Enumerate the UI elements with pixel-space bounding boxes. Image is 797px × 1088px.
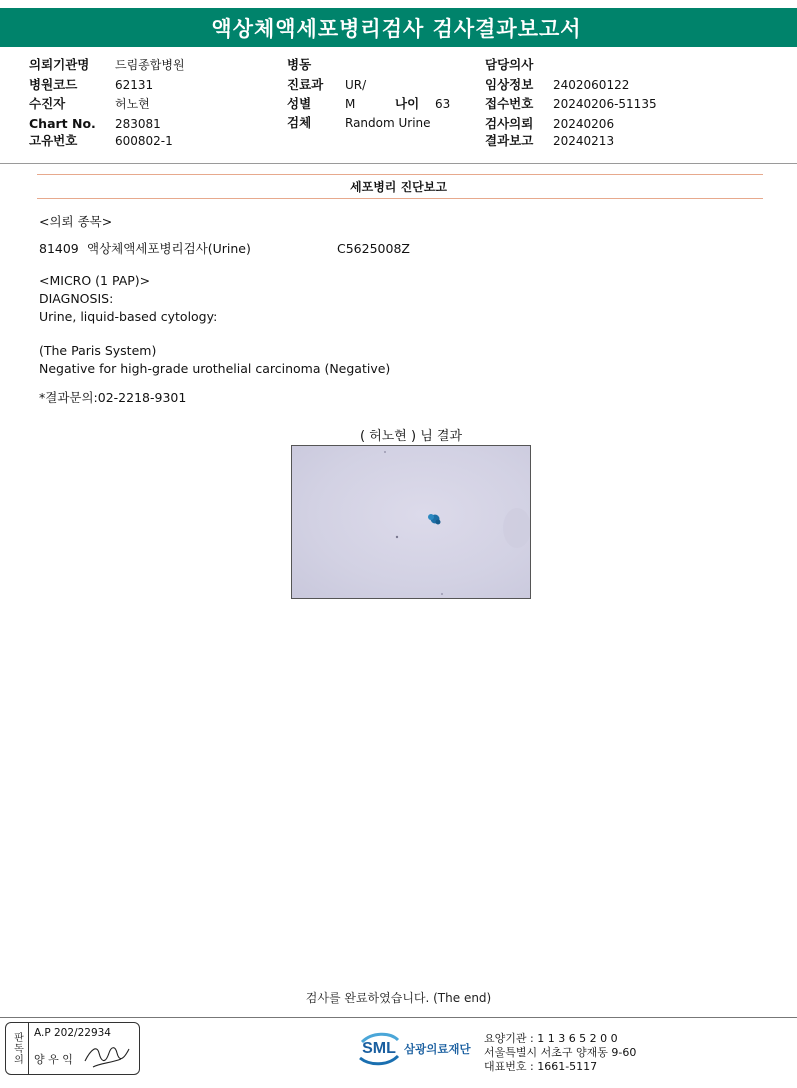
label-request-date: 검사의뢰 bbox=[485, 116, 534, 131]
value-department: UR/ bbox=[345, 78, 367, 92]
diagnosis-conclusion: Negative for high-grade urothelial carcinoma (Negative) bbox=[39, 361, 391, 376]
label-report-date: 결과보고 bbox=[485, 133, 534, 148]
value-patient: 허노현 bbox=[115, 97, 150, 111]
section-rule-bottom bbox=[37, 198, 763, 199]
micro-heading: <MICRO (1 PAP)> bbox=[39, 273, 151, 288]
section-title: 세포병리 진단보고 bbox=[350, 180, 447, 194]
value-specimen: Random Urine bbox=[345, 116, 431, 130]
order-heading: <의뢰 종목> bbox=[39, 214, 113, 229]
label-hospital-code: 병원코드 bbox=[29, 77, 78, 92]
order-code: 81409 bbox=[39, 241, 79, 256]
label-sex: 성별 bbox=[287, 96, 312, 111]
end-text: 검사를 완료하였습니다. (The end) bbox=[305, 991, 492, 1005]
label-ward: 병동 bbox=[287, 57, 312, 72]
order-name: 액상체액세포병리검사(Urine) bbox=[87, 241, 251, 256]
footer-divider bbox=[0, 1017, 797, 1018]
value-unique-no: 600802-1 bbox=[115, 134, 173, 148]
institution-code: 요양기관 : 1 1 3 6 5 2 0 0 bbox=[484, 1032, 618, 1045]
value-report-date: 20240213 bbox=[553, 134, 615, 148]
value-clinical-info: 2402060122 bbox=[553, 78, 630, 92]
image-caption: ( 허노현 ) 님 결과 bbox=[359, 429, 463, 444]
phone: 대표번호 : 1661-5117 bbox=[484, 1060, 598, 1073]
label-department: 진료과 bbox=[287, 77, 324, 92]
label-patient: 수진자 bbox=[29, 96, 66, 111]
result-contact: *결과문의:02-2218-9301 bbox=[39, 390, 187, 405]
sml-logo-text: SML bbox=[362, 1040, 396, 1057]
pathologist-name: 양 우 익 bbox=[34, 1053, 73, 1066]
value-request-date: 20240206 bbox=[553, 117, 615, 131]
value-hospital-code: 62131 bbox=[115, 78, 154, 92]
value-sex: M bbox=[345, 97, 356, 111]
value-chart-no: 283081 bbox=[115, 117, 161, 131]
label-attending-doctor: 담당의사 bbox=[485, 57, 534, 72]
foundation-name: 삼광의료재단 bbox=[404, 1042, 471, 1056]
signature-icon bbox=[81, 1039, 137, 1071]
cytology-micrograph bbox=[291, 445, 531, 599]
sml-logo bbox=[358, 1032, 471, 1066]
label-requesting-institution: 의뢰기관명 bbox=[29, 57, 90, 72]
label-unique-no: 고유번호 bbox=[29, 133, 78, 148]
sml-logo-mark bbox=[358, 1032, 400, 1066]
cytology-cells bbox=[292, 446, 531, 599]
order-specimen-id: C5625008Z bbox=[337, 241, 410, 256]
header-divider bbox=[0, 163, 797, 164]
report-title-bar bbox=[0, 8, 797, 47]
value-receipt-no: 20240206-51135 bbox=[553, 97, 657, 111]
label-specimen: 검체 bbox=[287, 115, 312, 130]
section-rule-top bbox=[37, 174, 763, 175]
address: 서울특별시 서초구 양재동 9-60 bbox=[484, 1046, 637, 1059]
stamp-label: 판독의 bbox=[11, 1032, 23, 1065]
label-age: 나이 bbox=[395, 96, 420, 111]
ap-number: A.P 202/22934 bbox=[34, 1027, 111, 1039]
value-age: 63 bbox=[435, 97, 451, 111]
label-chart-no: Chart No. bbox=[29, 116, 96, 131]
paris-system: (The Paris System) bbox=[39, 343, 157, 358]
specimen-line: Urine, liquid-based cytology: bbox=[39, 309, 218, 324]
report-title: 액상체액세포병리검사 검사결과보고서 bbox=[211, 16, 582, 41]
diagnosis-label: DIAGNOSIS: bbox=[39, 291, 114, 306]
stamp-label-cell bbox=[6, 1023, 29, 1074]
label-receipt-no: 접수번호 bbox=[485, 96, 534, 111]
pathologist-stamp bbox=[5, 1022, 140, 1075]
label-clinical-info: 임상정보 bbox=[485, 77, 534, 92]
value-requesting-institution: 드림종합병원 bbox=[115, 58, 185, 72]
